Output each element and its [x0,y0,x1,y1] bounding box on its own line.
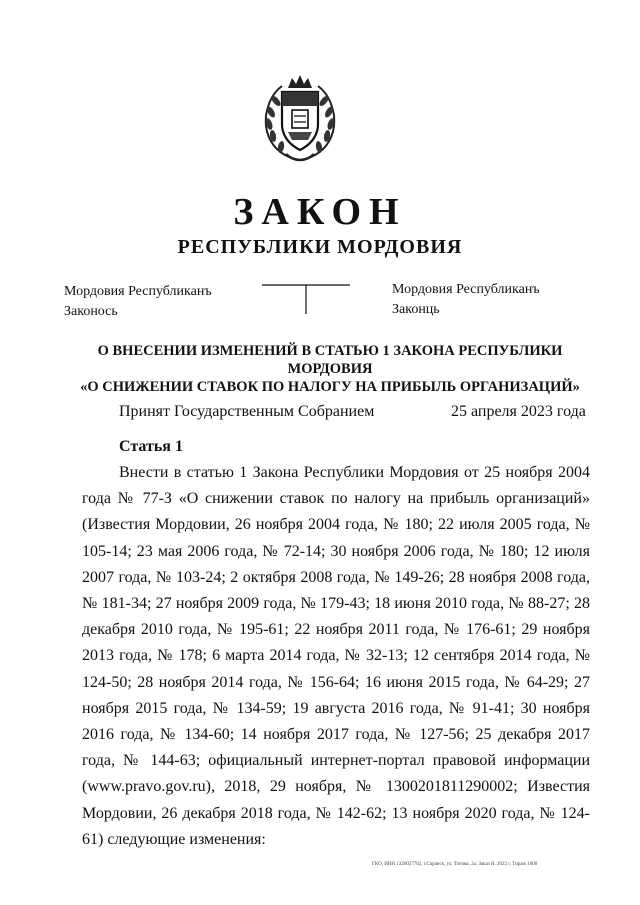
moksha-title-block [64,282,212,322]
law-title-line2: «О СНИЖЕНИИ СТАВОК ПО НАЛОГУ НА ПРИБЫЛЬ ОРГАНИЗАЦИЙ» [80,379,580,395]
moksha-title-line1: Мордовия Республиканъ [64,284,212,299]
adoption-date: 25 апреля 2023 года [451,403,586,420]
erzya-title-block [392,280,540,320]
moksha-title-line2: Законось [64,304,118,319]
article-heading: Статья 1 [119,438,183,455]
print-imprint: ГКО, ИНН 1326027782, г.Саранск, ул. Титова, 2а. Заказ Н. 2022 г. Тираж 1000 [372,862,538,867]
law-title-line1: О ВНЕСЕНИИ ИЗМЕНЕНИЙ В СТАТЬЮ 1 ЗАКОНА РЕСПУБЛИКИ МОРДОВИЯ [97,343,563,377]
adoption-statement: Принят Государственным Собранием [119,403,375,420]
law-title [70,342,590,396]
article-body-text: Внести в статью 1 Закона Республики Мордовия от 25 ноября 2004 года № 77-З «О снижении ставок по налогу на прибыль организаций» (Известия Мордовии, 26 ноября 2004 года, № 180; 22 июля 2005 года, № 105-14; 23 мая 2006 года, № 72-14; 30 ноября 2006 года, № 180; 12 июля 2007 года, № 103-24; 2 октября 2008 года, № 149-26; 28 ноября 2008 года, № 181-34; 27 ноября 2009 года, № 179-43; 18 июня 2010 года, № 88-27; 28 декабря 2010 года, № 195-61; 22 ноября 2011 года, № 176-61; 29 ноября 2013 года, № 178; 6 марта 2014 года, № 32-13; 12 сентября 2014 года, № 124-50; 28 ноября 2014 года, № 156-64; 16 июня 2015 года, № 64-29; 27 ноября 2015 года, № 134-59; 19 августа 2016 года, № 91-41; 30 ноября 2016 года, № 134-60; 14 ноября 2017 года, № 127-56; 25 декабря 2017 года, № 144-63; официальный интернет-портал правовой информации (www.pravo.gov.ru), 2018, 29 ноября, № 1300201811290002; Известия Мордовии, 26 декабря 2018 года, № 142-62; 13 ноября 2020 года, № 124-61) следующие изменения: [82,464,590,848]
coat-of-arms-icon [258,72,342,164]
document-title: ЗАКОН [233,191,407,233]
erzya-title-line1: Мордовия Республиканъ [392,282,540,297]
header-divider [262,284,350,314]
document-subtitle: РЕСПУБЛИКИ МОРДОВИЯ [177,236,463,258]
erzya-title-line2: Законць [392,302,440,317]
